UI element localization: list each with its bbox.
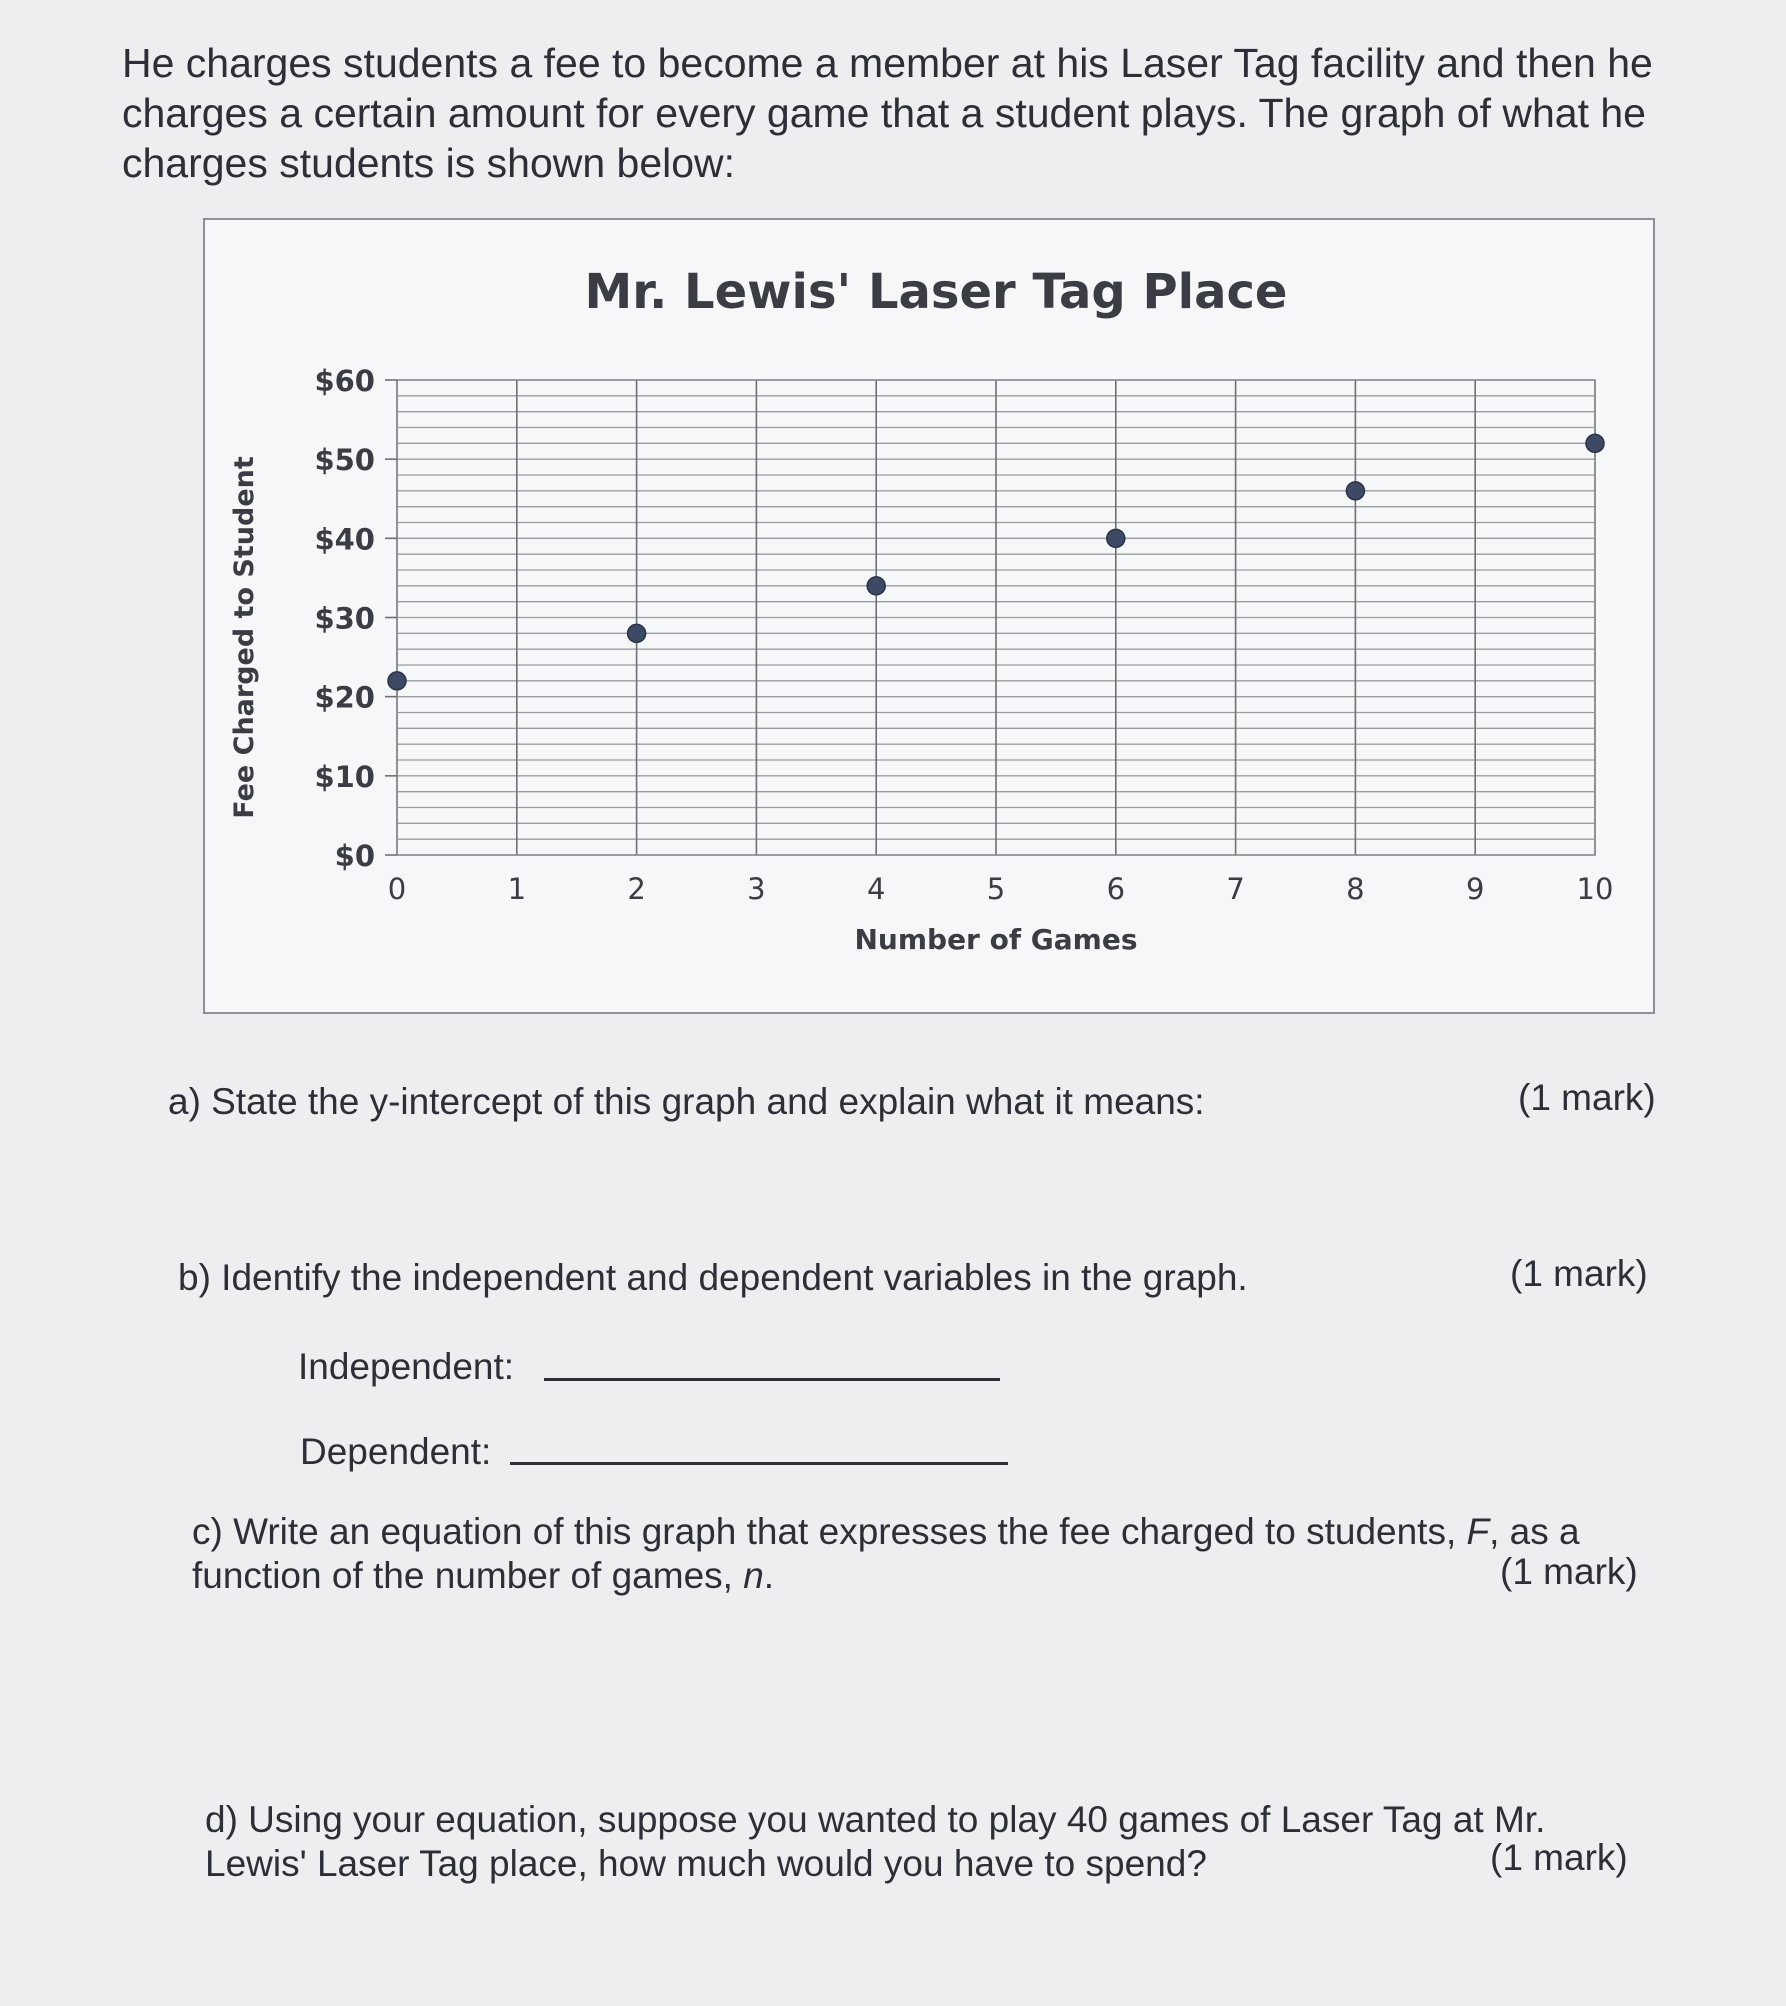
data-point (628, 624, 646, 642)
y-tick-label: $60 (314, 364, 375, 398)
question-c-text-3: . (763, 1555, 775, 1596)
y-tick-label: $20 (314, 680, 375, 715)
x-tick-label: 10 (1576, 872, 1614, 906)
question-a-mark: (1 mark) (1518, 1077, 1656, 1118)
independent-answer-line[interactable] (544, 1378, 1000, 1381)
x-tick-label: 2 (627, 872, 646, 906)
independent-label: Independent: (298, 1346, 515, 1387)
variable-n: n (743, 1555, 764, 1596)
data-point (388, 672, 406, 690)
question-c-text-2: , as a function of the number of games, (192, 1511, 1580, 1596)
y-tick-label: $0 (334, 839, 375, 873)
y-tick-label: $10 (314, 759, 375, 794)
x-tick-label: 5 (986, 872, 1006, 906)
y-tick-label: $30 (314, 601, 375, 636)
y-tick-label: $50 (314, 443, 375, 478)
x-tick-label: 0 (387, 872, 407, 906)
data-point (867, 577, 885, 595)
x-tick-label: 4 (866, 872, 886, 906)
chart-title: Mr. Lewis' Laser Tag Place (584, 264, 1288, 320)
scatter-chart (205, 220, 1653, 1012)
intro-paragraph: He charges students a fee to become a member at his Laser Tag facility and then he charges a certain amount for every game that a student plays. The graph of what he charges students is shown below: (122, 40, 1653, 186)
question-d-mark: (1 mark) (1490, 1837, 1628, 1878)
question-c (192, 1510, 1612, 1598)
x-tick-label: 6 (1106, 872, 1126, 906)
dependent-answer-line[interactable] (510, 1462, 1008, 1465)
question-b: b) Identify the independent and dependent variables in the graph. (178, 1257, 1248, 1298)
x-tick-label: 1 (507, 872, 527, 906)
data-point (1346, 482, 1364, 500)
question-b-mark: (1 mark) (1510, 1253, 1648, 1294)
x-tick-label: 7 (1226, 872, 1245, 906)
data-point (1586, 434, 1604, 452)
question-c-mark: (1 mark) (1500, 1551, 1638, 1592)
question-a: a) State the y-intercept of this graph and explain what it means: (168, 1081, 1205, 1122)
data-point (1107, 529, 1125, 547)
x-tick-label: 8 (1346, 872, 1365, 906)
x-tick-label: 9 (1465, 872, 1485, 906)
question-c-text-1: c) Write an equation of this graph that expresses the fee charged to students, (192, 1511, 1467, 1552)
x-tick-label: 3 (747, 872, 766, 906)
y-axis-label: Fee Charged to Student (229, 456, 260, 819)
x-axis-label: Number of Games (854, 923, 1138, 956)
dependent-label: Dependent: (300, 1431, 492, 1472)
y-tick-label: $40 (314, 522, 375, 557)
question-d: d) Using your equation, suppose you wanted to play 40 games of Laser Tag at Mr. Lewis' Laser Tag place, how much would you have to spend? (205, 1799, 1546, 1884)
chart-frame (203, 218, 1655, 1014)
variable-f: F (1466, 1511, 1490, 1552)
